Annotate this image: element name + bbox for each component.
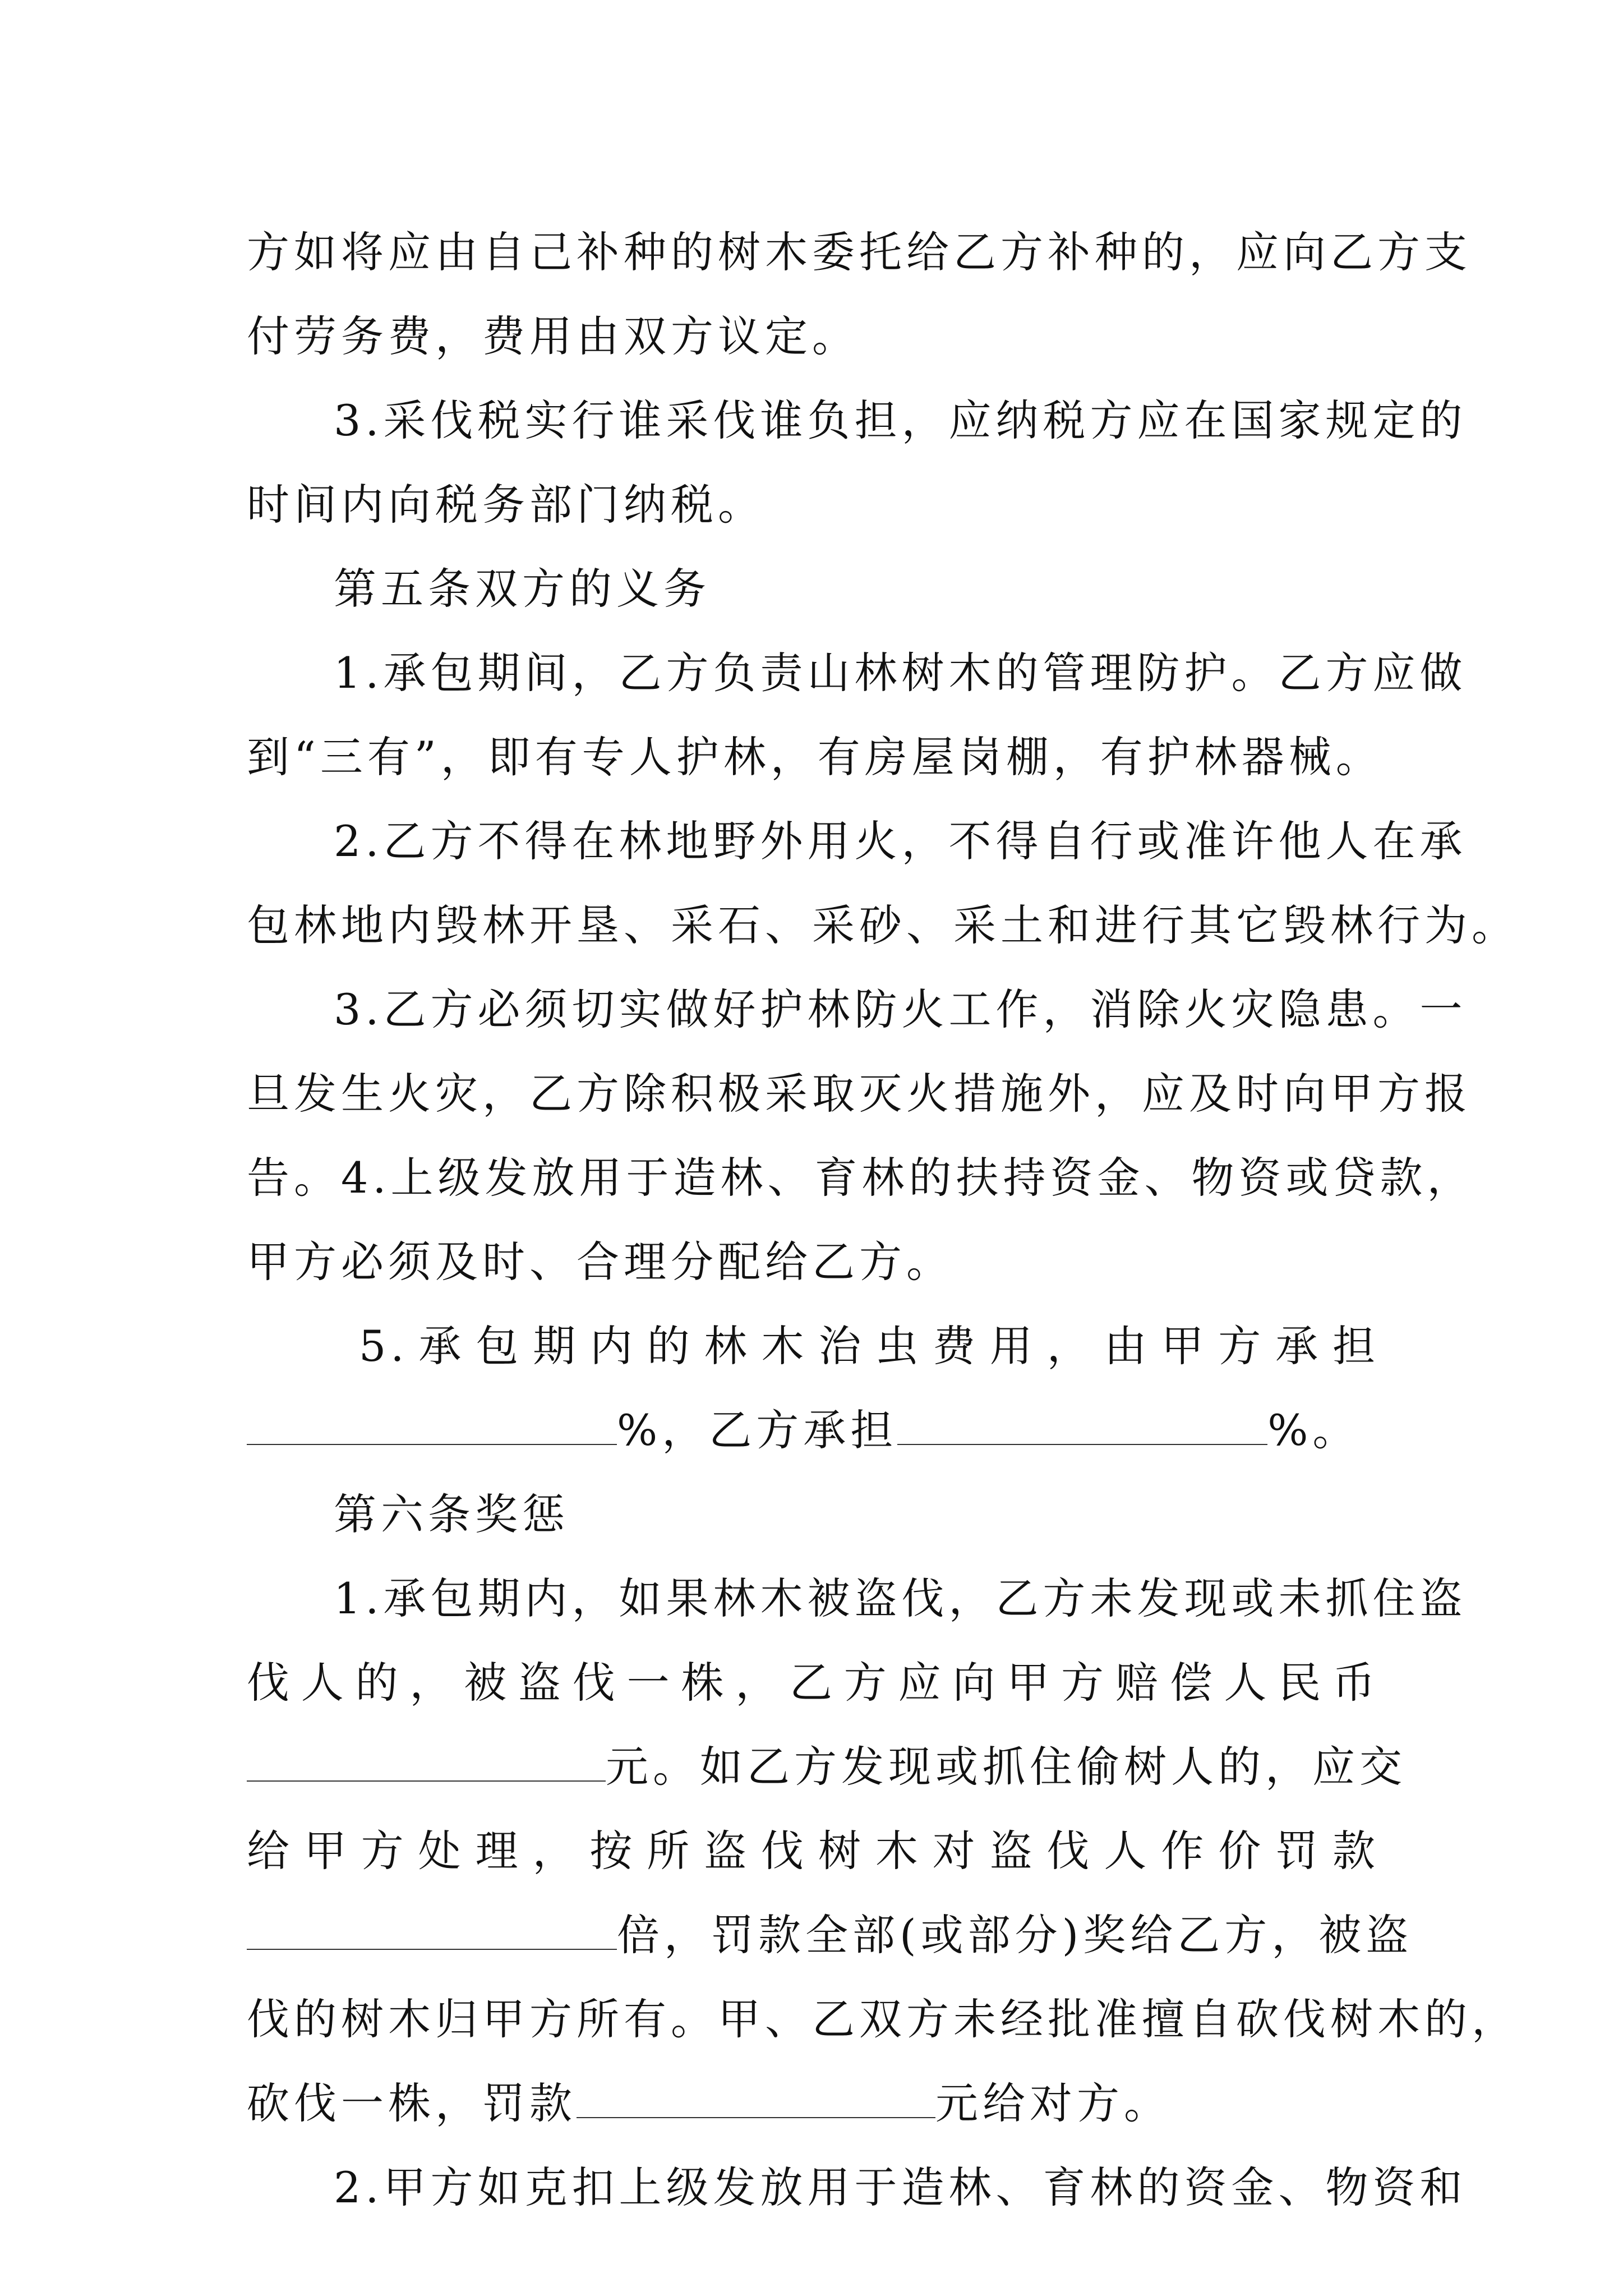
- paragraph-line: 1.承包期间，乙方负责山林树木的管理防护。乙方应做: [334, 648, 1467, 698]
- paragraph-line: 1.承包期内，如果林木被盗伐，乙方未发现或未抓住盗: [334, 1573, 1467, 1623]
- fill-in-blank[interactable]: [247, 1747, 606, 1782]
- paragraph-line: 时间内向税务部门纳税。: [247, 480, 765, 530]
- paragraph-line: 付劳务费，费用由双方议定。: [247, 311, 859, 361]
- paragraph-line-with-blanks: [247, 1388, 1380, 1473]
- paragraph-line-with-blanks: [247, 1893, 1413, 1977]
- fill-in-blank[interactable]: [247, 1915, 617, 1950]
- paragraph-line: 3.乙方必须切实做好护林防火工作，消除火灾隐患。一: [334, 984, 1467, 1034]
- fill-in-blank[interactable]: [577, 2083, 935, 2118]
- document-body: [247, 210, 1519, 2230]
- paragraph-line: 2.乙方不得在林地野外用火，不得自行或准许他人在承: [334, 816, 1467, 866]
- paragraph-line: 旦发生火灾，乙方除积极采取灭火措施外，应及时向甲方报: [247, 1069, 1472, 1119]
- paragraph-line-with-blanks: [247, 2062, 1380, 2146]
- paragraph-line: 给甲方处理，按所盗伐树木对盗伐人作价罚款: [247, 1826, 1380, 1876]
- paragraph-line: 伐人的，被盗伐一株，乙方应向甲方赔偿人民币: [247, 1658, 1380, 1708]
- paragraph-line: 伐的树木归甲方所有。甲、乙双方未经批准擅自砍伐树木的，: [247, 1994, 1519, 2044]
- paragraph-line: 5.承包期内的林木治虫费用，由甲方承担: [359, 1321, 1380, 1371]
- text-fragment: 砍伐一株，罚款: [247, 2078, 577, 2128]
- fill-in-blank[interactable]: [247, 1410, 617, 1445]
- section-heading: 第六条奖惩: [334, 1489, 569, 1539]
- fill-in-blank[interactable]: [897, 1410, 1267, 1445]
- text-fragment: 元。如乙方发现或抓住偷树人的，应交: [606, 1742, 1407, 1792]
- paragraph-line: 3.采伐税实行谁采伐谁负担，应纳税方应在国家规定的: [334, 395, 1467, 445]
- paragraph-line: 方如将应由自己补种的树木委托给乙方补种的，应向乙方支: [247, 227, 1472, 277]
- paragraph-line-with-blanks: [247, 1725, 1407, 1809]
- section-heading: 第五条双方的义务: [334, 564, 711, 614]
- paragraph-line: 告。4.上级发放用于造林、育林的扶持资金、物资或贷款，: [247, 1153, 1474, 1203]
- paragraph-line: 2.甲方如克扣上级发放用于造林、育林的资金、物资和: [334, 2162, 1467, 2212]
- text-fragment: %，乙方承担: [617, 1405, 898, 1455]
- paragraph-line: 包林地内毁林开垦、采石、采砂、采土和进行其它毁林行为。: [247, 900, 1519, 950]
- paragraph-line: 甲方必须及时、合理分配给乙方。: [247, 1237, 953, 1287]
- text-fragment: 元给对方。: [935, 2078, 1171, 2128]
- text-fragment: 倍，罚款全部(或部分)奖给乙方，被盗: [617, 1910, 1413, 1960]
- paragraph-line: 到“三有”，即有专人护林，有房屋岗棚，有护林器械。: [247, 732, 1383, 782]
- text-fragment: %。: [1267, 1405, 1360, 1455]
